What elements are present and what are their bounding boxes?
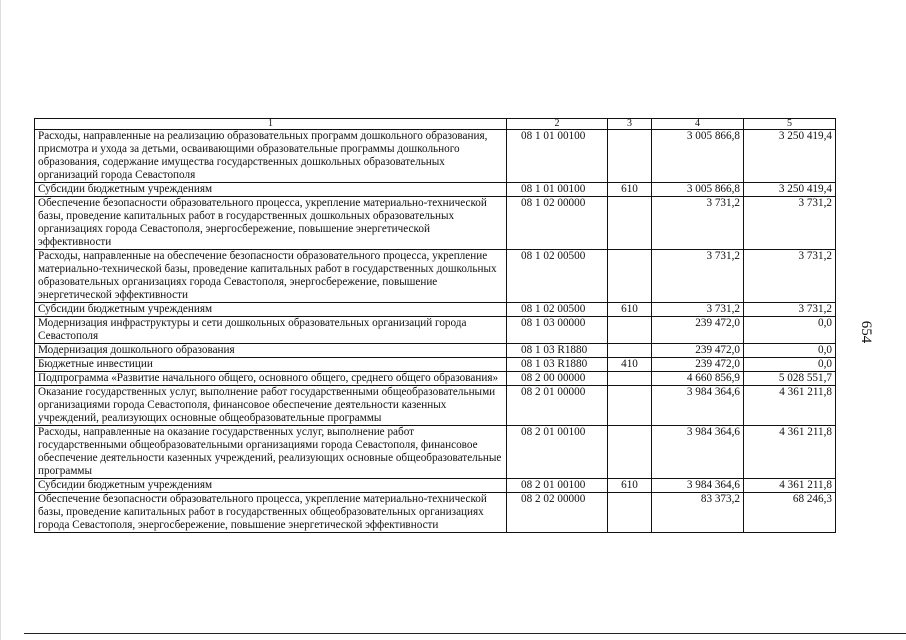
column-number-1: 1 [35,119,507,130]
row-code: 08 1 02 00500 [507,303,608,317]
row-amount-year-2: 68 246,3 [744,493,836,533]
row-name: Обеспечение безопасности образовательного процесса, укрепление материально-технической базы, проведение капитальных работ в государственных дошкольных образовательных организациях города Севастополя, энергосбережение, повышение энергетической эффективности [35,197,507,250]
row-amount-year-1: 239 472,0 [652,344,744,358]
row-code: 08 1 03 R1880 [507,344,608,358]
row-expense-type: 610 [608,303,652,317]
column-number-5: 5 [744,119,836,130]
row-expense-type [608,426,652,479]
row-code: 08 2 02 00000 [507,493,608,533]
page-number: 654 [858,320,874,344]
row-amount-year-2: 4 361 211,8 [744,479,836,493]
column-number-2: 2 [507,119,608,130]
row-name: Модернизация дошкольного образования [35,344,507,358]
table-row [35,250,836,303]
row-expense-type [608,493,652,533]
row-amount-year-2: 0,0 [744,358,836,372]
row-name: Субсидии бюджетным учреждениям [35,479,507,493]
row-amount-year-1: 4 660 856,9 [652,372,744,386]
row-name: Оказание государственных услуг, выполнение работ государственными общеобразовательными организациями города Севастополя, финансовое обеспечение деятельности казенных учреждений, реализующих основные общеобразовательные программы [35,386,507,426]
row-amount-year-1: 3 731,2 [652,250,744,303]
row-amount-year-1: 3 731,2 [652,197,744,250]
row-code: 08 1 02 00500 [507,250,608,303]
column-number-row [35,119,836,130]
row-name: Субсидии бюджетным учреждениям [35,183,507,197]
row-expense-type: 610 [608,183,652,197]
row-amount-year-2: 0,0 [744,344,836,358]
table-row [35,386,836,426]
table-row [35,130,836,183]
row-amount-year-2: 0,0 [744,317,836,344]
row-expense-type [608,344,652,358]
row-amount-year-2: 3 250 419,4 [744,183,836,197]
table-row [35,303,836,317]
row-amount-year-1: 83 373,2 [652,493,744,533]
row-name: Субсидии бюджетным учреждениям [35,303,507,317]
row-code: 08 2 01 00100 [507,426,608,479]
row-amount-year-1: 3 005 866,8 [652,183,744,197]
row-expense-type [608,317,652,344]
row-code: 08 2 01 00100 [507,479,608,493]
budget-table [34,118,836,533]
row-name: Подпрограмма «Развитие начального общего, основного общего, среднего общего образования» [35,372,507,386]
table-row [35,426,836,479]
row-amount-year-1: 3 984 364,6 [652,386,744,426]
row-code: 08 2 01 00000 [507,386,608,426]
row-name: Расходы, направленные на обеспечение безопасности образовательного процесса, укрепление материально-технической базы, проведение капитальных работ в государственных дошкольных образовательных организациях города Севастополя, энергосбережение, повышение энергетической эффективности [35,250,507,303]
row-amount-year-2: 4 361 211,8 [744,426,836,479]
table-row [35,317,836,344]
scan-edge-line [0,0,1,640]
row-amount-year-1: 3 984 364,6 [652,479,744,493]
row-amount-year-1: 239 472,0 [652,358,744,372]
row-amount-year-2: 3 731,2 [744,303,836,317]
row-expense-type: 410 [608,358,652,372]
column-number-3: 3 [608,119,652,130]
row-name: Расходы, направленные на оказание государственных услуг, выполнение работ государственными общеобразовательными организациями города Севастополя, финансовое обеспечение деятельности казенных учреждений, реализующих основные общеобразовательные программы [35,426,507,479]
row-code: 08 1 03 R1880 [507,358,608,372]
row-expense-type [608,197,652,250]
row-code: 08 1 03 00000 [507,317,608,344]
row-code: 08 2 00 00000 [507,372,608,386]
row-amount-year-2: 3 731,2 [744,250,836,303]
table-row [35,183,836,197]
column-number-4: 4 [652,119,744,130]
row-expense-type: 610 [608,479,652,493]
row-amount-year-2: 5 028 551,7 [744,372,836,386]
row-amount-year-2: 3 250 419,4 [744,130,836,183]
row-name: Бюджетные инвестиции [35,358,507,372]
table-row [35,479,836,493]
row-code: 08 1 01 00100 [507,130,608,183]
table-row [35,493,836,533]
row-amount-year-1: 3 984 364,6 [652,426,744,479]
row-amount-year-2: 3 731,2 [744,197,836,250]
row-name: Расходы, направленные на реализацию образовательных программ дошкольного образования, присмотра и ухода за детьми, осваивающими образовательные программы дошкольного образования, содержание имущества государственных дошкольных образовательных организаций города Севастополя [35,130,507,183]
row-amount-year-2: 4 361 211,8 [744,386,836,426]
table-body [35,119,836,533]
row-expense-type [608,372,652,386]
table-row [35,344,836,358]
row-name: Модернизация инфраструктуры и сети дошкольных образовательных организаций города Севастополя [35,317,507,344]
table-row [35,358,836,372]
row-amount-year-1: 3 731,2 [652,303,744,317]
row-expense-type [608,250,652,303]
row-amount-year-1: 3 005 866,8 [652,130,744,183]
row-code: 08 1 02 00000 [507,197,608,250]
row-expense-type [608,386,652,426]
table-row [35,197,836,250]
row-code: 08 1 01 00100 [507,183,608,197]
row-amount-year-1: 239 472,0 [652,317,744,344]
row-expense-type [608,130,652,183]
table-row [35,372,836,386]
row-name: Обеспечение безопасности образовательного процесса, укрепление материально-технической базы, проведение капитальных работ в государственных общеобразовательных организациях города Севастополя, энергосбережение, повышение энергетической эффективности [35,493,507,533]
scan-bottom-line [24,633,906,634]
